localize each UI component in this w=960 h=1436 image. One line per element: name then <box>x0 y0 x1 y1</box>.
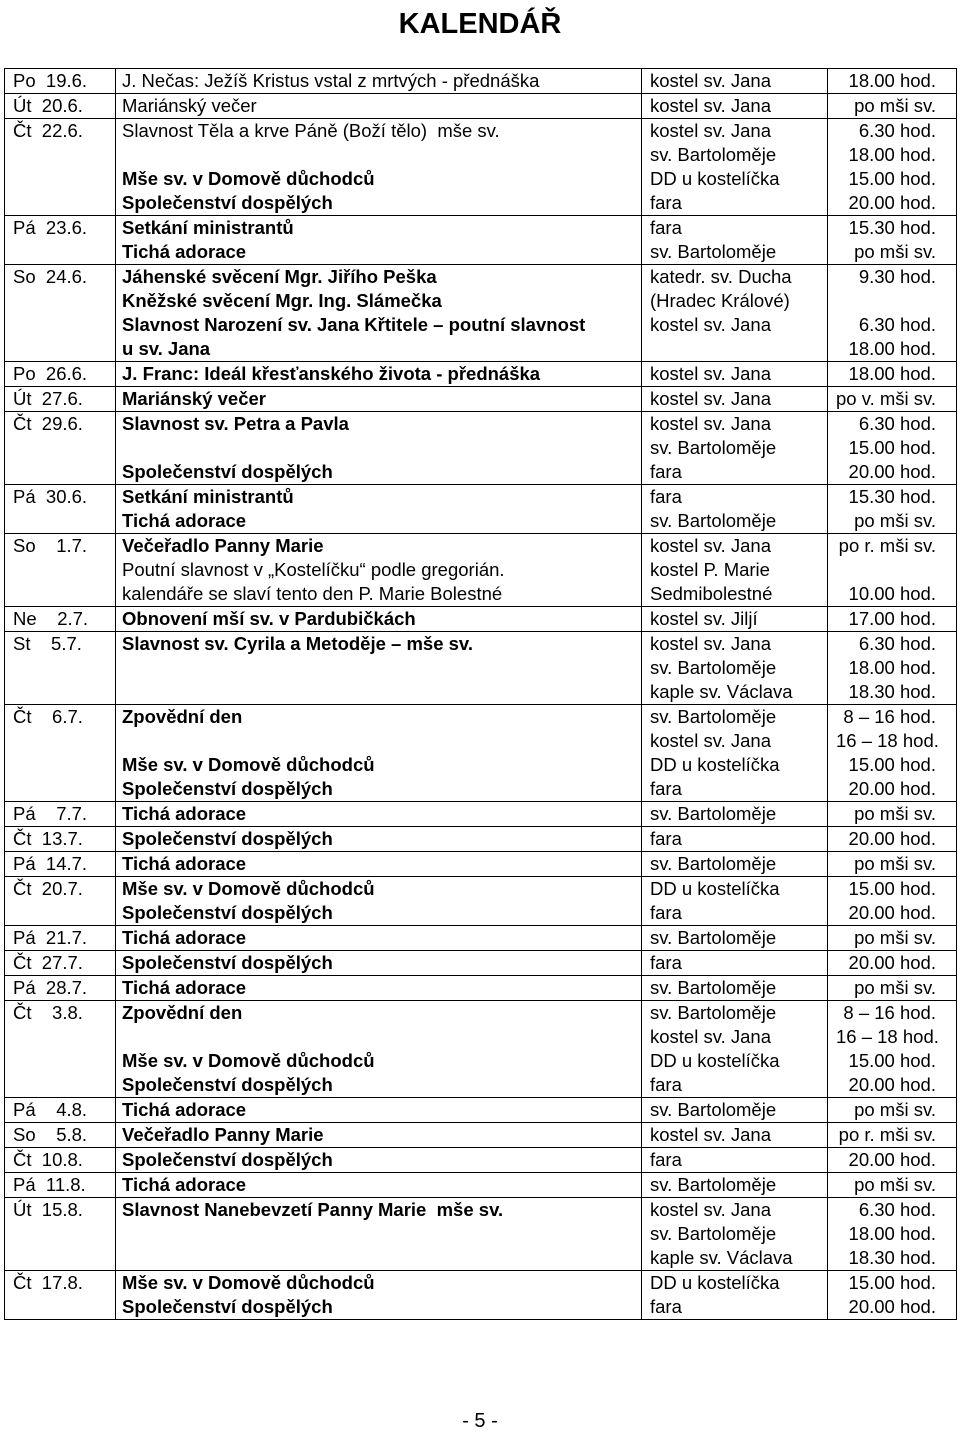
event-name: Slavnost sv. Petra a Pavla <box>116 412 642 461</box>
event-name: Společenství dospělých <box>116 191 642 216</box>
event-date: Čt 20.7. <box>5 877 116 902</box>
event-date: Po 26.6. <box>5 362 116 387</box>
event-date: Út 15.8. <box>5 1198 116 1271</box>
event-place: kostel sv. Jana sv. Bartoloměje kaple sv. Václava <box>642 1198 828 1271</box>
event-place: kostel sv. Jana <box>642 362 828 387</box>
page-number: - 5 - <box>462 1410 498 1432</box>
event-name: Společenství dospělých <box>116 901 642 926</box>
event-place: fara <box>642 460 828 485</box>
calendar-table <box>4 68 957 1320</box>
event-time: po v. mši sv. <box>828 387 957 412</box>
event-date: Čt 17.8. <box>5 1271 116 1296</box>
calendar-row <box>5 509 957 534</box>
event-time: po mši sv. <box>828 852 957 877</box>
event-time: 6.30 hod. 18.00 hod. 18.30 hod. <box>828 632 957 705</box>
event-place: sv. Bartoloměje <box>642 976 828 1001</box>
event-time: 20.00 hod. <box>828 901 957 926</box>
event-name: Večeřadlo Panny Marie <box>116 1123 642 1148</box>
event-name: Jáhenské svěcení Mgr. Jiřího Peška Kněžské svěcení Mgr. Ing. Slámečka <box>116 265 642 314</box>
event-place: fara <box>642 485 828 510</box>
event-date: Pá 11.8. <box>5 1173 116 1198</box>
event-name: Mariánský večer <box>116 387 642 412</box>
event-name: Tichá adorace <box>116 852 642 877</box>
event-place: sv. Bartoloměje kostel sv. Jana <box>642 1001 828 1050</box>
event-place: DD u kostelíčka <box>642 1049 828 1073</box>
event-time: 6.30 hod. 15.00 hod. <box>828 412 957 461</box>
event-name: Tichá adorace <box>116 926 642 951</box>
calendar-row <box>5 216 957 241</box>
event-name: Zpovědní den <box>116 705 642 754</box>
event-date <box>5 1049 116 1073</box>
calendar-row <box>5 976 957 1001</box>
event-place: DD u kostelíčka <box>642 753 828 777</box>
event-name: Zpovědní den <box>116 1001 642 1050</box>
calendar-row <box>5 1173 957 1198</box>
calendar-row <box>5 705 957 754</box>
calendar-row <box>5 191 957 216</box>
event-date: Pá 14.7. <box>5 852 116 877</box>
event-time: po mši sv. <box>828 802 957 827</box>
event-place: kostel sv. Jana <box>642 1123 828 1148</box>
event-date: So 24.6. <box>5 265 116 314</box>
event-date <box>5 240 116 265</box>
event-date: Čt 13.7. <box>5 827 116 852</box>
event-place: DD u kostelíčka <box>642 877 828 902</box>
event-time: 17.00 hod. <box>828 607 957 632</box>
event-name: Slavnost Narození sv. Jana Křtitele – poutní slavnost u sv. Jana <box>116 313 642 362</box>
event-place: sv. Bartoloměje <box>642 1173 828 1198</box>
calendar-row <box>5 607 957 632</box>
event-date: Čt 3.8. <box>5 1001 116 1050</box>
event-time: po mši sv. <box>828 1173 957 1198</box>
event-time: 15.00 hod. <box>828 877 957 902</box>
event-name: Tichá adorace <box>116 509 642 534</box>
calendar-row <box>5 167 957 191</box>
event-date: Čt 6.7. <box>5 705 116 754</box>
event-date <box>5 167 116 191</box>
event-date <box>5 313 116 362</box>
event-name: Společenství dospělých <box>116 1073 642 1098</box>
event-date <box>5 509 116 534</box>
event-place: fara <box>642 1073 828 1098</box>
event-time: 15.00 hod. <box>828 1049 957 1073</box>
event-time: po r. mši sv. <box>828 534 957 559</box>
event-date: Po 19.6. <box>5 69 116 94</box>
calendar-row <box>5 1098 957 1123</box>
event-place: kostel sv. Jiljí <box>642 607 828 632</box>
calendar-row <box>5 951 957 976</box>
event-time: 8 – 16 hod. 16 – 18 hod. <box>828 1001 957 1050</box>
event-place: fara <box>642 827 828 852</box>
event-place: kostel sv. Jana sv. Bartoloměje kaple sv. Václava <box>642 632 828 705</box>
event-time: 15.00 hod. <box>828 753 957 777</box>
event-name: Společenství dospělých <box>116 951 642 976</box>
calendar-row <box>5 362 957 387</box>
calendar-row <box>5 387 957 412</box>
event-name: Mariánský večer <box>116 94 642 119</box>
event-date: Pá 7.7. <box>5 802 116 827</box>
event-time: po mši sv. <box>828 926 957 951</box>
event-date: Pá 28.7. <box>5 976 116 1001</box>
event-name: Společenství dospělých <box>116 460 642 485</box>
calendar-row <box>5 460 957 485</box>
calendar-row <box>5 1123 957 1148</box>
event-place: kostel sv. Jana sv. Bartoloměje <box>642 119 828 168</box>
calendar-row <box>5 753 957 777</box>
event-name: Mše sv. v Domově důchodců <box>116 1271 642 1296</box>
calendar-row <box>5 265 957 314</box>
calendar-row <box>5 534 957 559</box>
event-place: kostel sv. Jana <box>642 69 828 94</box>
event-place: fara <box>642 191 828 216</box>
calendar-row <box>5 877 957 902</box>
event-time: 6.30 hod. 18.00 hod. <box>828 119 957 168</box>
event-time: 6.30 hod. 18.00 hod. <box>828 313 957 362</box>
event-name: J. Nečas: Ježíš Kristus vstal z mrtvých - přednáška <box>116 69 642 94</box>
calendar-row <box>5 852 957 877</box>
event-name: Mše sv. v Domově důchodců <box>116 167 642 191</box>
calendar-row <box>5 901 957 926</box>
event-date: St 5.7. <box>5 632 116 705</box>
event-place: kostel sv. Jana <box>642 534 828 559</box>
calendar-row <box>5 632 957 705</box>
event-place: DD u kostelíčka <box>642 167 828 191</box>
calendar-row <box>5 802 957 827</box>
event-date <box>5 1073 116 1098</box>
event-name: Setkání ministrantů <box>116 216 642 241</box>
calendar-row <box>5 69 957 94</box>
event-place: fara <box>642 1148 828 1173</box>
event-name: Poutní slavnost v „Kostelíčku“ podle gregorián. kalendáře se slaví tento den P. Marie Bolestné <box>116 558 642 607</box>
event-date: Čt 29.6. <box>5 412 116 461</box>
event-date: Čt 27.7. <box>5 951 116 976</box>
event-place: sv. Bartoloměje kostel sv. Jana <box>642 705 828 754</box>
page-title: KALENDÁŘ <box>398 8 562 40</box>
event-time: 15.30 hod. <box>828 485 957 510</box>
event-name: Mše sv. v Domově důchodců <box>116 1049 642 1073</box>
event-date: Pá 21.7. <box>5 926 116 951</box>
event-time: 9.30 hod. <box>828 265 957 314</box>
event-time: 10.00 hod. <box>828 558 957 607</box>
event-date: Út 27.6. <box>5 387 116 412</box>
event-place: sv. Bartoloměje <box>642 240 828 265</box>
event-name: Mše sv. v Domově důchodců <box>116 877 642 902</box>
event-date: So 5.8. <box>5 1123 116 1148</box>
event-name: Tichá adorace <box>116 976 642 1001</box>
event-date <box>5 753 116 777</box>
event-time: 20.00 hod. <box>828 777 957 802</box>
event-name: Slavnost sv. Cyrila a Metoděje – mše sv. <box>116 632 642 705</box>
event-place: fara <box>642 951 828 976</box>
event-time: 8 – 16 hod. 16 – 18 hod. <box>828 705 957 754</box>
event-place: DD u kostelíčka <box>642 1271 828 1296</box>
calendar-row <box>5 926 957 951</box>
event-name: Společenství dospělých <box>116 777 642 802</box>
event-time: 20.00 hod. <box>828 1148 957 1173</box>
calendar-row <box>5 1001 957 1050</box>
event-place: sv. Bartoloměje <box>642 509 828 534</box>
event-time: 20.00 hod. <box>828 827 957 852</box>
event-place: sv. Bartoloměje <box>642 802 828 827</box>
event-place: kostel sv. Jana <box>642 387 828 412</box>
event-name: Společenství dospělých <box>116 1295 642 1320</box>
calendar-row <box>5 1148 957 1173</box>
calendar-row <box>5 827 957 852</box>
event-date: So 1.7. <box>5 534 116 559</box>
calendar-row <box>5 240 957 265</box>
event-time: 20.00 hod. <box>828 1295 957 1320</box>
calendar-row <box>5 1295 957 1320</box>
event-time: po mši sv. <box>828 240 957 265</box>
event-place: kostel sv. Jana sv. Bartoloměje <box>642 412 828 461</box>
event-name: Setkání ministrantů <box>116 485 642 510</box>
event-time: po mši sv. <box>828 94 957 119</box>
event-date: Út 20.6. <box>5 94 116 119</box>
event-date: Pá 30.6. <box>5 485 116 510</box>
event-time: po mši sv. <box>828 1098 957 1123</box>
event-name: Večeřadlo Panny Marie <box>116 534 642 559</box>
event-time: po mši sv. <box>828 976 957 1001</box>
event-place: sv. Bartoloměje <box>642 1098 828 1123</box>
calendar-row <box>5 1049 957 1073</box>
event-place: kostel sv. Jana <box>642 313 828 362</box>
event-time: po mši sv. <box>828 509 957 534</box>
calendar-row <box>5 485 957 510</box>
calendar-row <box>5 1073 957 1098</box>
calendar-row <box>5 313 957 362</box>
event-date <box>5 558 116 607</box>
event-date <box>5 1295 116 1320</box>
event-name: Společenství dospělých <box>116 1148 642 1173</box>
event-date: Čt 10.8. <box>5 1148 116 1173</box>
event-place: sv. Bartoloměje <box>642 852 828 877</box>
calendar-row <box>5 1198 957 1271</box>
event-name: Tichá adorace <box>116 240 642 265</box>
event-place: fara <box>642 777 828 802</box>
event-name: Tichá adorace <box>116 1173 642 1198</box>
calendar-row <box>5 558 957 607</box>
event-time: 15.30 hod. <box>828 216 957 241</box>
event-place: katedr. sv. Ducha (Hradec Králové) <box>642 265 828 314</box>
event-date <box>5 460 116 485</box>
event-time: 20.00 hod. <box>828 460 957 485</box>
event-place: fara <box>642 901 828 926</box>
event-date: Ne 2.7. <box>5 607 116 632</box>
event-place: fara <box>642 1295 828 1320</box>
event-date <box>5 191 116 216</box>
event-time: 6.30 hod. 18.00 hod. 18.30 hod. <box>828 1198 957 1271</box>
event-place: sv. Bartoloměje <box>642 926 828 951</box>
calendar-row <box>5 777 957 802</box>
event-date <box>5 901 116 926</box>
event-time: 15.00 hod. <box>828 167 957 191</box>
event-time: 18.00 hod. <box>828 362 957 387</box>
event-time: 20.00 hod. <box>828 191 957 216</box>
calendar-row <box>5 94 957 119</box>
event-time: 20.00 hod. <box>828 1073 957 1098</box>
event-place: kostel sv. Jana <box>642 94 828 119</box>
calendar-row <box>5 412 957 461</box>
event-name: Slavnost Nanebevzetí Panny Marie mše sv. <box>116 1198 642 1271</box>
event-time: 18.00 hod. <box>828 69 957 94</box>
event-date: Pá 23.6. <box>5 216 116 241</box>
event-name: Slavnost Těla a krve Páně (Boží tělo) mše sv. <box>116 119 642 168</box>
calendar-row <box>5 119 957 168</box>
event-name: Obnovení mší sv. v Pardubičkách <box>116 607 642 632</box>
event-name: Mše sv. v Domově důchodců <box>116 753 642 777</box>
event-time: po r. mši sv. <box>828 1123 957 1148</box>
event-date <box>5 777 116 802</box>
calendar-row <box>5 1271 957 1296</box>
event-date: Pá 4.8. <box>5 1098 116 1123</box>
event-name: Společenství dospělých <box>116 827 642 852</box>
event-name: Tichá adorace <box>116 1098 642 1123</box>
event-name: Tichá adorace <box>116 802 642 827</box>
event-place: fara <box>642 216 828 241</box>
event-place: kostel P. Marie Sedmibolestné <box>642 558 828 607</box>
event-name: J. Franc: Ideál křesťanského života - přednáška <box>116 362 642 387</box>
event-date: Čt 22.6. <box>5 119 116 168</box>
event-time: 20.00 hod. <box>828 951 957 976</box>
event-time: 15.00 hod. <box>828 1271 957 1296</box>
